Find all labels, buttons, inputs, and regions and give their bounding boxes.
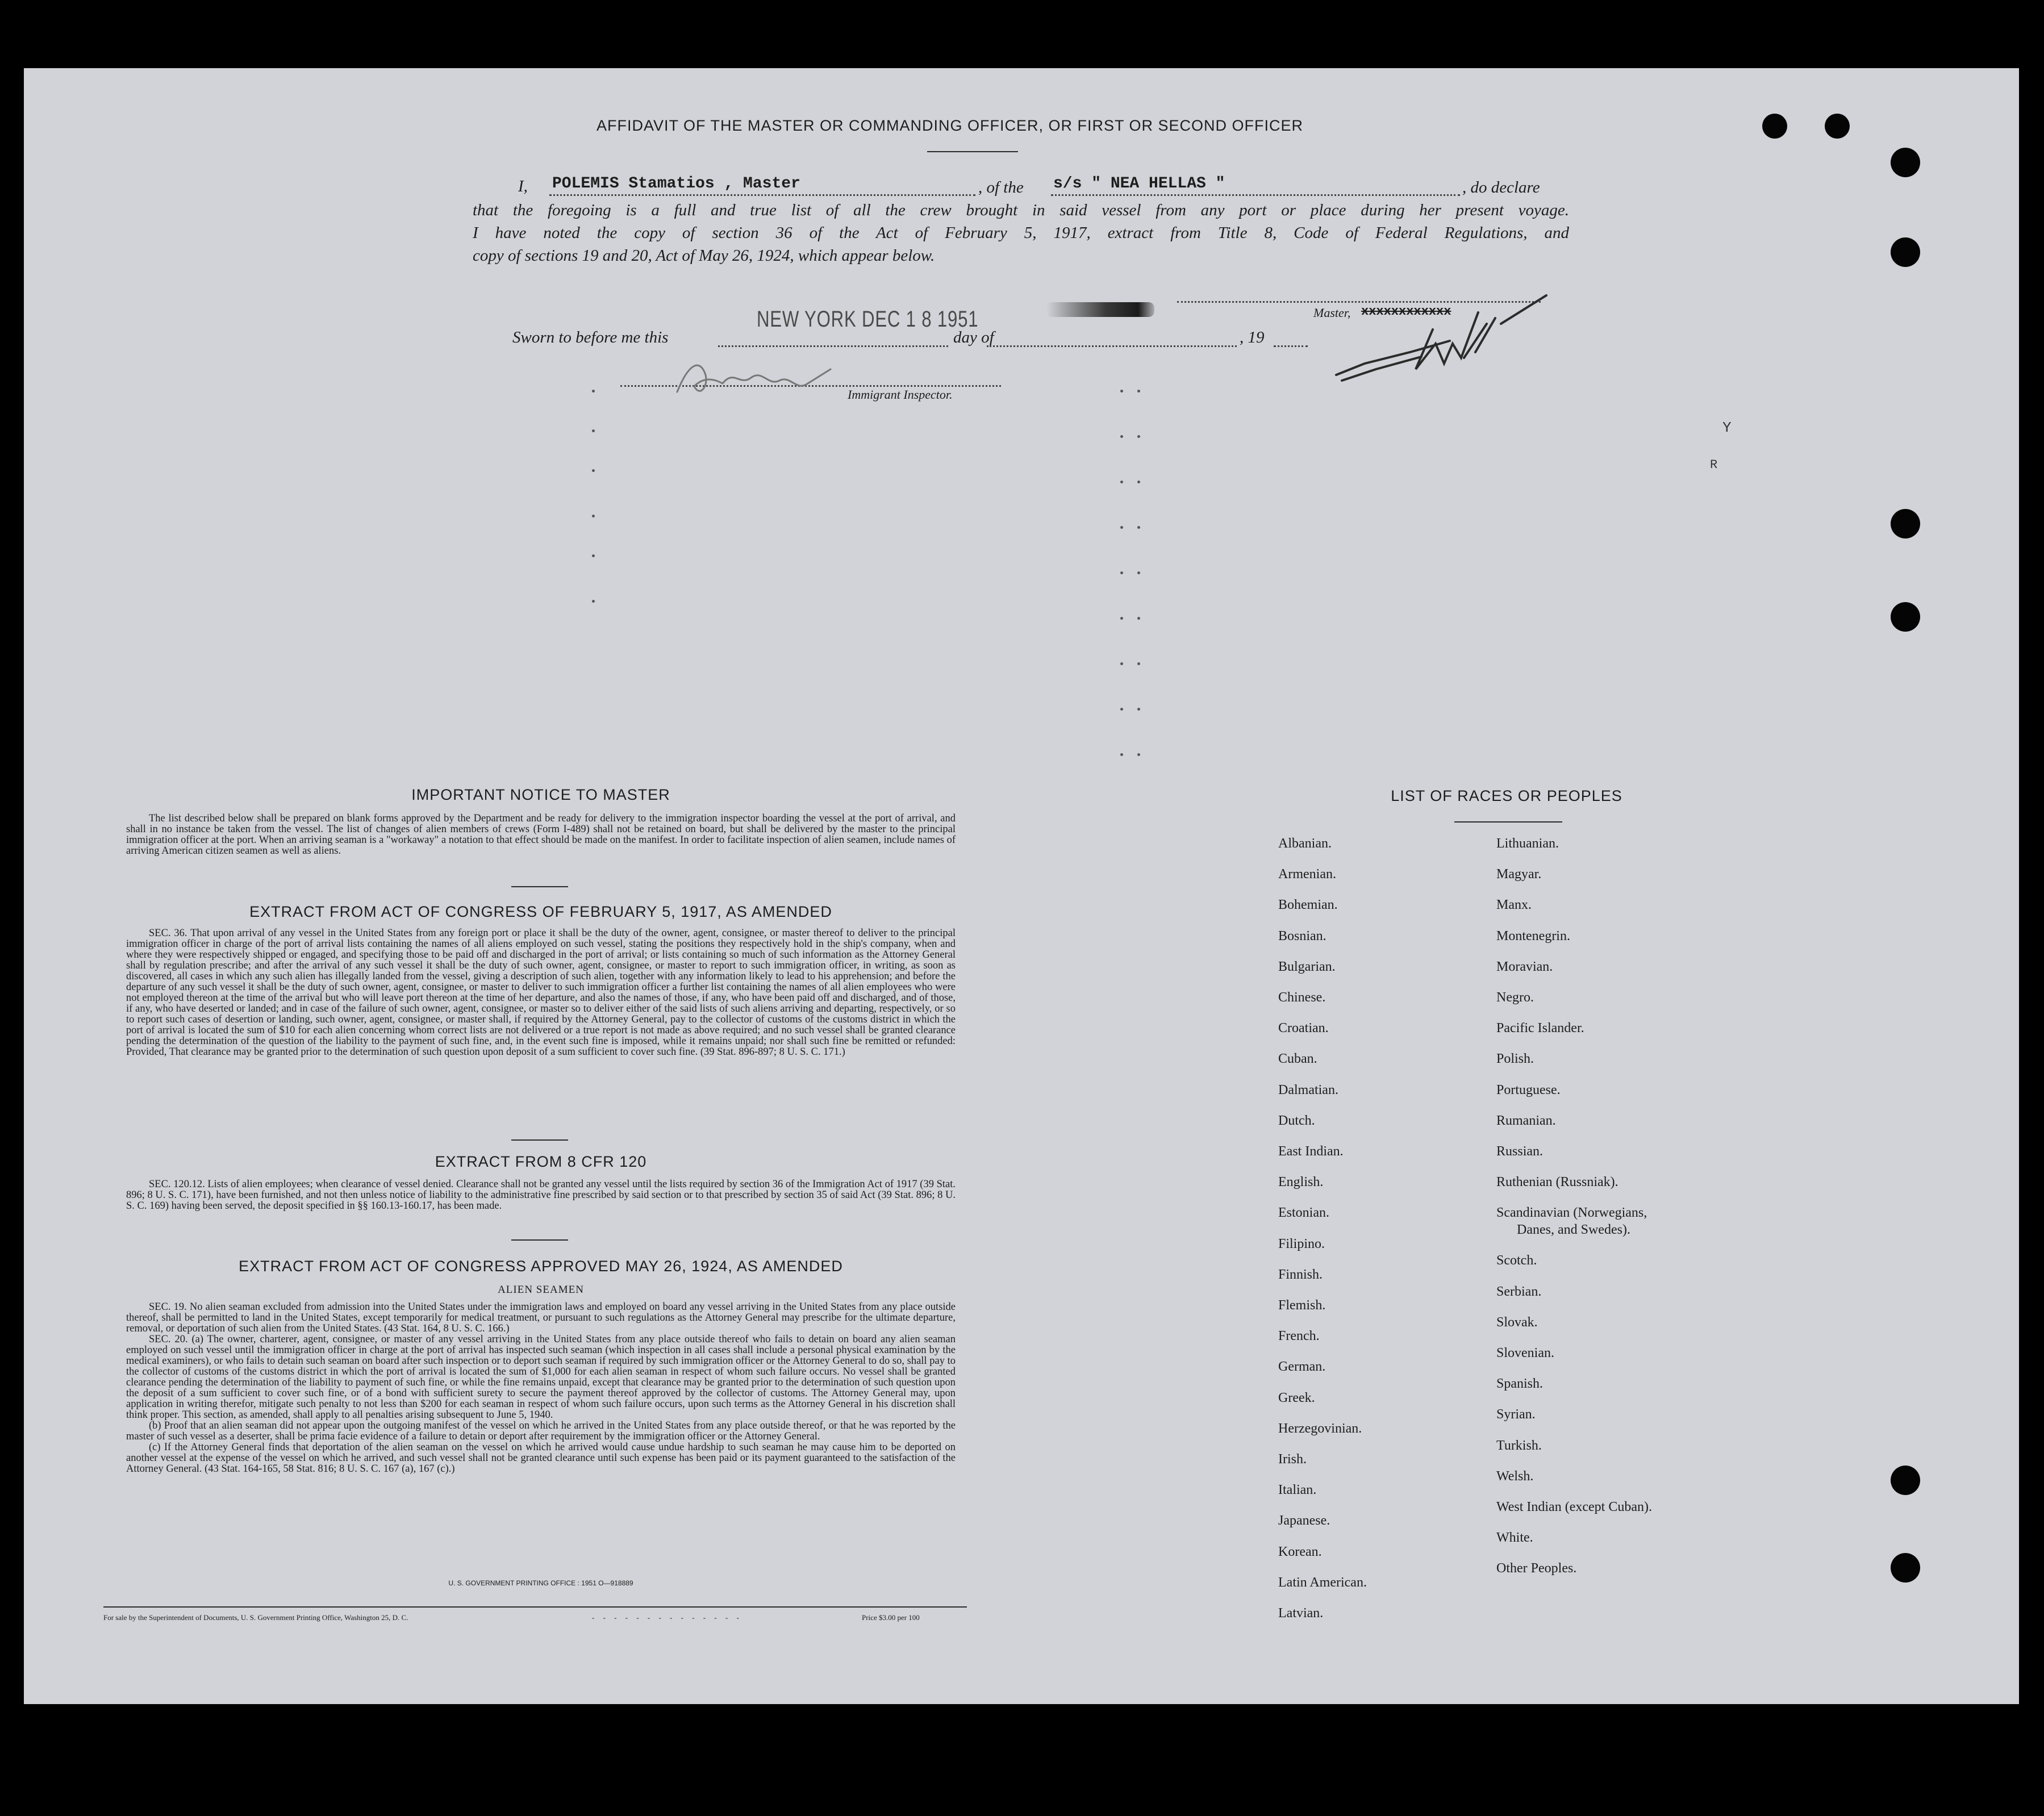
race-item: Greek. (1278, 1390, 1315, 1405)
sworn-text: Sworn to before me this (512, 328, 669, 346)
race-item: Estonian. (1278, 1205, 1329, 1221)
master-name-line (549, 194, 975, 196)
extract-1917-rule (511, 1139, 568, 1141)
race-item: German. (1278, 1359, 1326, 1375)
punch-hole (1891, 1553, 1920, 1583)
speck (1137, 662, 1140, 665)
race-item: Finnish. (1278, 1267, 1323, 1282)
speck (1137, 481, 1140, 483)
punch-hole (1825, 114, 1850, 139)
race-item: Manx. (1496, 897, 1532, 913)
extract-1917-title: EXTRACT FROM ACT OF CONGRESS OF FEBRUARY 5, 1917, AS AMENDED (249, 903, 832, 920)
race-item: Polish. (1496, 1051, 1534, 1067)
race-item: Welsh. (1496, 1468, 1534, 1484)
speck (1137, 526, 1140, 529)
declaration-line-4: copy of sections 19 and 20, Act of May 26, 1924, which appear below. (473, 247, 935, 265)
speck (1137, 617, 1140, 620)
struck-out-text: xxxxxxxxxxxx (1361, 304, 1451, 319)
declaration-line-3: I have noted the copy of section 36 of the Act of February 5, 1917, extract from Title 8, Code of Federal Regulations, and (473, 224, 1569, 242)
sworn-day-line (718, 345, 948, 347)
speck (1120, 662, 1123, 665)
race-item: Croatian. (1278, 1021, 1329, 1036)
speck (592, 429, 595, 432)
inspector-label: Immigrant Inspector. (848, 387, 953, 402)
races-column-2 (1496, 828, 1652, 1584)
vessel-name-field: s/s " NEA HELLAS " (1053, 175, 1225, 193)
race-item: Russian. (1496, 1144, 1544, 1159)
race-item: Flemish. (1278, 1298, 1326, 1313)
speck (1120, 571, 1123, 574)
races-rule (1454, 821, 1562, 823)
race-item: Albanian. (1278, 836, 1332, 851)
year-text: , 19 (1240, 328, 1265, 346)
race-item: Slovak. (1496, 1314, 1538, 1330)
vessel-name-line (1051, 194, 1460, 196)
race-item: Pacific Islander. (1496, 1021, 1584, 1036)
punch-hole (1891, 148, 1920, 177)
race-item: Dutch. (1278, 1113, 1315, 1128)
master-name-field: POLEMIS Stamatios , Master (552, 175, 800, 193)
race-item: French. (1278, 1329, 1320, 1344)
title-rule (927, 151, 1018, 152)
race-item: English. (1278, 1175, 1324, 1190)
master-label: Master, (1313, 306, 1351, 320)
date-stamp: NEW YORK DEC 1 8 1951 (757, 307, 979, 332)
race-item: Portuguese. (1496, 1082, 1561, 1097)
master-signature (1330, 290, 1558, 392)
race-item: Bohemian. (1278, 897, 1338, 913)
race-item: Syrian. (1496, 1407, 1536, 1422)
speck (1120, 435, 1123, 438)
day-of-text: day of (953, 328, 994, 346)
race-item: Negro. (1496, 990, 1534, 1005)
race-item: Spanish. (1496, 1376, 1544, 1392)
speck (1120, 753, 1123, 756)
speck (1120, 390, 1123, 393)
extract-cfr-title: EXTRACT FROM 8 CFR 120 (435, 1153, 647, 1170)
speck (592, 469, 595, 472)
race-item: Serbian. (1496, 1284, 1542, 1299)
punch-hole (1891, 237, 1920, 267)
speck (1120, 708, 1123, 711)
for-sale-note: For sale by the Superintendent of Documents, U. S. Government Printing Office, Washington 25, D. C. (103, 1613, 408, 1622)
pronoun: I, (518, 177, 528, 195)
punch-hole (1891, 509, 1920, 538)
extract-1924-title: EXTRACT FROM ACT OF CONGRESS APPROVED MAY 26, 1924, AS AMENDED (239, 1258, 843, 1275)
speck (1137, 708, 1140, 711)
extract-cfr-body: SEC. 120.12. Lists of alien employees; when clearance of vessel denied. Clearance shall not be granted any vessel until the lists required by section 36 of the Immigration Act of 1917 (39 Stat. 896; 8 U. S. C. 171), have been furnished, and not then unless notice of liability to the administrative fine prescribed by said section or to that prescribed by section 35 of said Act (39 Stat. 896; 8 U. S. C. 169) having been served, the deposit specified in §§ 160.13-160.17, has been made. (126, 1179, 956, 1212)
notice-rule (511, 886, 568, 887)
speck (592, 600, 595, 603)
speck (1120, 481, 1123, 483)
race-item: Other Peoples. (1496, 1561, 1577, 1576)
race-item: West Indian (except Cuban). (1496, 1500, 1652, 1515)
race-item: Rumanian. (1496, 1113, 1556, 1128)
price-note: Price $3.00 per 100 (862, 1613, 920, 1622)
race-item: Irish. (1278, 1452, 1307, 1467)
race-item: Moravian. (1496, 959, 1553, 974)
race-item: Dalmatian. (1278, 1082, 1338, 1097)
extract-cfr-rule (511, 1239, 568, 1241)
race-item: Chinese. (1278, 990, 1326, 1005)
extract-1924-body (126, 1302, 956, 1475)
race-item: Latin American. (1278, 1575, 1367, 1590)
speck (1120, 617, 1123, 620)
race-item: White. (1496, 1530, 1533, 1546)
speck (1120, 526, 1123, 529)
race-item: Bulgarian. (1278, 959, 1336, 974)
race-item: Korean. (1278, 1544, 1322, 1559)
speck (1137, 435, 1140, 438)
speck (1137, 390, 1140, 393)
punch-hole (1891, 1466, 1920, 1495)
race-item: Filipino. (1278, 1236, 1325, 1251)
punch-hole (1891, 602, 1920, 632)
footer-rule (103, 1606, 967, 1608)
do-declare-text: , do declare (1462, 178, 1540, 197)
affidavit-title: AFFIDAVIT OF THE MASTER OR COMMANDING OFFICER, OR FIRST OR SECOND OFFICER (596, 117, 1304, 134)
alien-seamen-subtitle: ALIEN SEAMEN (498, 1284, 584, 1296)
races-column-1 (1278, 828, 1367, 1629)
of-the-text: , of the (978, 178, 1024, 197)
punch-hole (1762, 114, 1787, 139)
race-item: Slovenian. (1496, 1346, 1554, 1361)
race-item: Cuban. (1278, 1051, 1317, 1067)
race-item: Turkish. (1496, 1438, 1542, 1453)
notice-title: IMPORTANT NOTICE TO MASTER (411, 786, 670, 803)
speck (592, 515, 595, 517)
race-item: Danes, and Swedes). (1517, 1222, 1630, 1238)
year-line (1274, 345, 1308, 347)
race-item: East Indian. (1278, 1144, 1344, 1159)
inspector-signature (666, 352, 848, 403)
document-page (24, 68, 2019, 1704)
races-title: LIST OF RACES OR PEOPLES (1391, 787, 1622, 804)
footer-leader: - - - - - - - - - - - - - - (592, 1613, 742, 1622)
declaration-line-2: that the foregoing is a full and true list of all the crew brought in said vessel from any port or place during her present voyage. (473, 201, 1569, 219)
sec-20c-text: (c) If the Attorney General finds that deportation of the alien seaman on the vessel on which he arrived would cause undue hardship to such seaman he may cause him to be deported on another vessel at the expense of the vessel on which he arrived, and such vessel shall not be granted clearance until such expense has been paid or its payment guaranteed to the satisfaction of the Attorney General. (43 Stat. 164-165, 58 Stat. 816; 8 U. S. C. 167 (a), 167 (c).) (126, 1442, 956, 1475)
race-item: Bosnian. (1278, 928, 1326, 944)
speck (592, 390, 595, 393)
gpo-imprint: U. S. GOVERNMENT PRINTING OFFICE : 1951 O—918889 (448, 1579, 633, 1587)
extract-1917-body: SEC. 36. That upon arrival of any vessel in the United States from any foreign port or place it shall be the duty of the owner, agent, consignee, or master thereof to deliver to the principal immigration officer in charge of the port of arrival lists containing the names of all aliens employed on such vessel, stating the positions they respectively hold in the ship's company, when and where they were respectively shipped or engaged, and specifying those to be paid off and discharged in the port of arrival; or lists containing so much of such information as the Attorney General shall by regulation prescribe; and after the arrival of any such vessel it shall be the duty of such owner, agent, consignee, or master to report to such immigration officer, in writing, as soon as discovered, all cases in which any such alien has illegally landed from the vessel, giving a description of such alien, together with any information likely to lead to his apprehension; and before the departure of any such vessel it shall be the duty of such owner, agent, consignee, or master to deliver to such immigration officer a further list containing the names of all alien employees who were not employed thereon at the time of the arrival but who will leave port thereon at the time of her departure, and also the names of those, if any, who have been paid off and discharged, and of those, if any, who have deserted or landed; and in case of the failure of such owner, agent, consignee, or master so to deliver either of the said lists of such aliens arriving and departing, respectively, or so to report such cases of desertion or landing, such owner, agent, consignee, or master shall, if required by the Attorney General, pay to the collector of customs of the customs district in which the port of arrival is located the sum of $10 for each alien concerning whom correct lists are not delivered or a true report is not made as above required; and no such vessel shall be granted clearance pending the determination of the question of the liability to the payment of such fine, and, in the event such fine is imposed, while it remains unpaid; nor shall such fine be remitted or refunded: Provided, That clearance may be granted prior to the determination of such question upon deposit of a sum sufficient to cover such fine. (39 Stat. 896-897; 8 U. S. C. 171.) (126, 928, 956, 1058)
race-item: Montenegrin. (1496, 928, 1570, 944)
margin-mark-y: Y (1722, 419, 1732, 436)
month-line (987, 345, 1237, 347)
race-item: Lithuanian. (1496, 836, 1559, 851)
race-item: Armenian. (1278, 867, 1336, 882)
race-item: Scotch. (1496, 1253, 1537, 1268)
sec-19-text: SEC. 19. No alien seaman excluded from admission into the United States under the immigration laws and employed on board any vessel arriving in the United States from any place outside thereof, shall be permitted to land in the United States, except temporarily for medical treatment, or pursuant to such regulations as the Attorney General may prescribe for the ultimate departure, removal, or deportation of such alien from the United States. (43 Stat. 164, 8 U. S. C. 166.) (126, 1301, 956, 1334)
race-item: Italian. (1278, 1483, 1317, 1498)
stamp-smudge (1046, 302, 1154, 317)
race-item: Scandinavian (Norwegians, (1496, 1205, 1647, 1221)
race-item: Japanese. (1278, 1513, 1330, 1529)
speck (592, 554, 595, 557)
race-item: Magyar. (1496, 867, 1542, 882)
notice-body: The list described below shall be prepared on blank forms approved by the Department and be ready for delivery to the immigration inspector boarding the vessel at the port of arrival, and shall in no instance be taken from the vessel. The list of changes of alien members of crews (Form I-489) shall not be retained on board, but shall be delivered by the master to the principal immigration officer at the port. When an arriving seaman is a "workaway" a notation to that effect should be made on the manifest. In order to facilitate inspection of alien seamen, include names of arriving American citizen seamen as well as aliens. (126, 813, 956, 857)
race-item: Ruthenian (Russniak). (1496, 1175, 1618, 1190)
sec-20b-text: (b) Proof that an alien seaman did not appear upon the outgoing manifest of the vessel on which he arrived in the United States from any place outside thereof, or that he was reported by the master of such vessel as a deserter, shall be prima facie evidence of a failure to detain or deport after requirement by the immigration officer or the Attorney General. (126, 1420, 956, 1442)
race-item: Latvian. (1278, 1606, 1324, 1621)
race-item: Herzegovinian. (1278, 1421, 1362, 1436)
margin-mark-r: R (1710, 458, 1718, 472)
speck (1137, 571, 1140, 574)
sec-20a-text: SEC. 20. (a) The owner, charterer, agent, consignee, or master of any vessel arriving in the United States from any place outside thereof who fails to detain on board any alien seaman employed on such vessel until the immigration officer in charge at the port of arrival has inspected such seaman (which inspection in all cases shall include a personal physical examination by the medical examiners), or who fails to detain such seaman on board after such inspection or to deport such seaman if required by such immigration officer or the Attorney General to do so, shall pay to the collector of customs of the customs district in which the port of arrival is located the sum of $1,000 for each alien seaman in respect of whom such failure occurs. No vessel shall be granted clearance pending the determination of the liability to payment of such fine, or while the fine remains unpaid, except that clearance may be granted prior to the determination of such question upon the deposit of a sum sufficient to cover such fine, or of a bond with sufficient surety to secure the payment thereof approved by the collector of customs. The Attorney General may, upon application in writing therefor, mitigate such penalty to not less than $200 for each seaman in respect of whom such failure occurs, upon such terms as the Attorney General in his discretion shall think proper. This section, as amended, shall apply to all penalties arising subsequent to June 5, 1940. (126, 1334, 956, 1421)
speck (1137, 753, 1140, 756)
